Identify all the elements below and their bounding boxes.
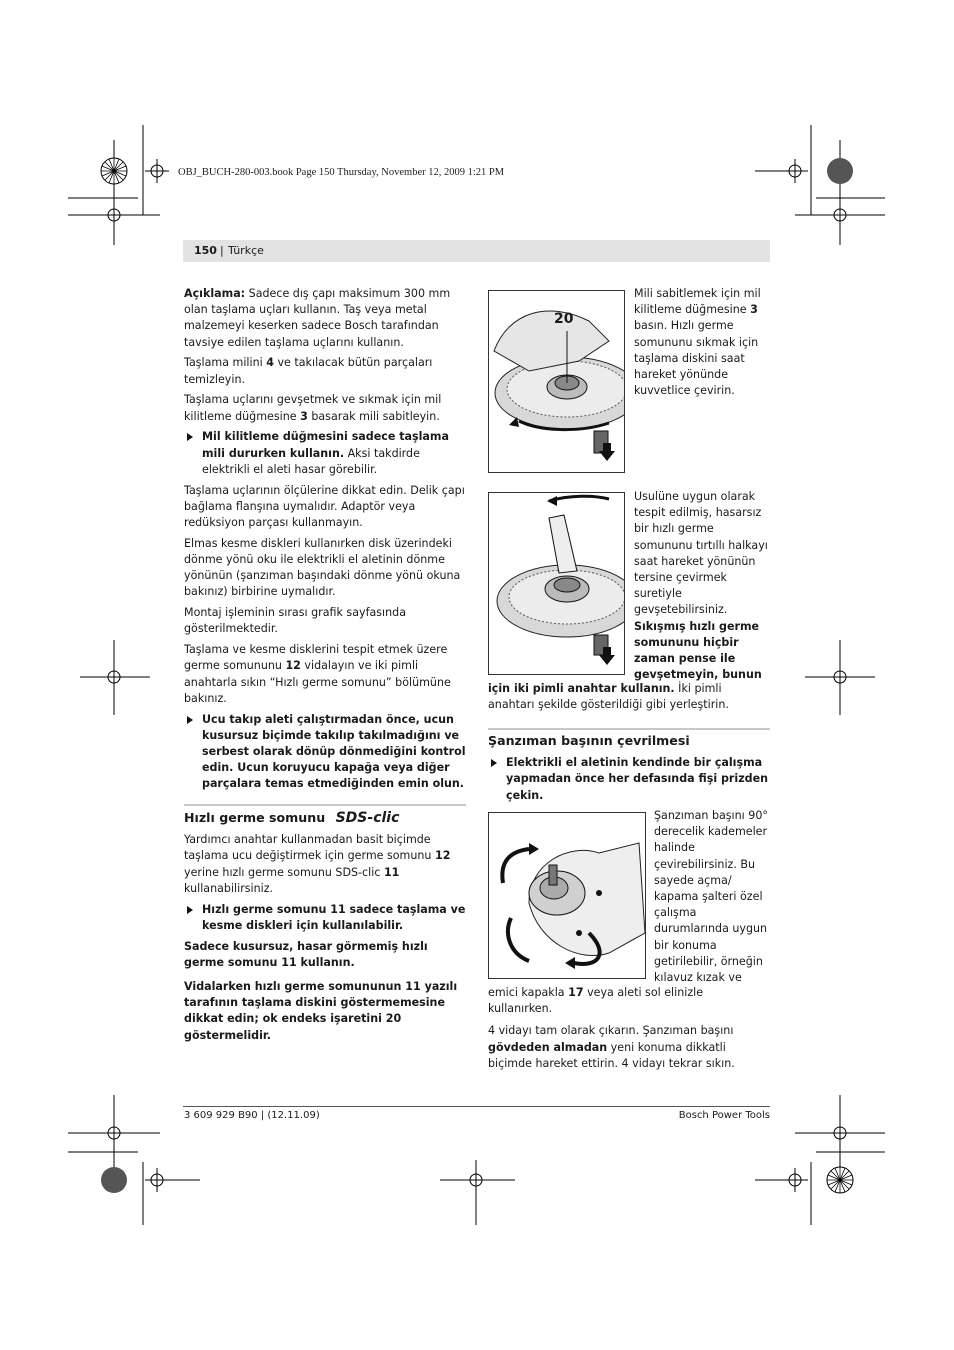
warning-bullet: Ucu takıp aleti çalıştırmadan önce, ucun kusursuz biçimde takılıp takılmadığını ve serbest olarak dönüp dönmediğini kontrol edin. Ucun koruyucu kapağa veya diğer parçalara temas etmediğinden emin olun. [184, 712, 466, 793]
sds-paragraph: Yardımcı anahtar kullanmadan basit biçimde taşlama ucu değiştirmek için germe somunu 12 yerine hızlı germe somunu SDS-clic 11 kullanabilirsiniz. [184, 833, 451, 895]
section-heading: Şanzıman başının çevrilmesi [488, 733, 690, 748]
note-paragraph [184, 286, 466, 351]
bullet-triangle-icon [187, 716, 193, 724]
bullet-triangle-icon [491, 759, 497, 767]
file-info: OBJ_BUCH-280-003.book Page 150 Thursday, November 12, 2009 1:21 PM [178, 167, 505, 178]
header-separator: | [220, 244, 224, 257]
page-header [183, 240, 770, 262]
left-column-section [184, 810, 466, 1048]
bullet-triangle-icon [187, 906, 193, 914]
lock-paragraph: Taşlama uçlarını gevşetmek ve sıkmak için mil kilitleme düğmesine 3 basarak mili sabitleyin. [184, 393, 442, 423]
right-column-section [488, 733, 770, 808]
diamond-paragraph: Elmas kesme diskleri kullanırken disk üzerindeki dönme yönü oku ile elektrikli el aletinin dönme yönünün (şanzıman başındaki dönme yönü okuna bakınız) birbirine uymalıdır. [184, 536, 461, 599]
footer-left: 3 609 929 B90 | (12.11.09) [184, 1110, 320, 1121]
left-column [184, 286, 466, 797]
figure-grinder-release [488, 492, 625, 675]
figure-gear-head-rotation [488, 812, 646, 979]
warning-bullet: Elektrikli el aletinin kendinde bir çalışma yapmadan önce her defasında fişi prizden çekin. [488, 755, 770, 804]
section-rule [488, 728, 770, 730]
bullet-triangle-icon [187, 433, 193, 441]
continuation-paragraph: için iki pimli anahtar kullanın. İki pimli anahtarı şekilde gösterildiği gibi yerleştirin. [488, 682, 729, 712]
section-rule [184, 804, 466, 806]
order-paragraph: Montaj işleminin sırası grafik sayfasında gösterilmektedir. [184, 606, 407, 636]
bold-paragraph: Sadece kusursuz, hasar görmemiş hızlı germe somunu 11 kullanın. [184, 939, 428, 969]
note-label: Açıklama: [184, 287, 246, 300]
page-number: 150 [194, 244, 217, 257]
figure-grinder-lock [488, 290, 625, 473]
section-heading: Hızlı germe somunu SDS-clic [184, 810, 400, 826]
grinder-release-illustration [489, 493, 624, 674]
note-text: Sadece dış çapı maksimum 300 mm olan taşlama uçları kullanın. Taş veya metal malzemeyi keserken sadece Bosch tarafından tavsiye edilen taşlama uçlarını kullanın. [184, 287, 451, 349]
fig3-caption: Şanzıman başını 90° derecelik kademeler halinde çevirebilirsiniz. Bu sayede açma/ kapama şalteri özel çalışma durumlarında uygun bir konuma getirilebilir, örneğin kılavuz kızak ve [654, 809, 768, 985]
dims-paragraph: Taşlama uçlarının ölçülerine dikkat edin. Delik çapı bağlama flanşına uymalıdır. Adaptör veya redüksiyon parçası kullanmayın. [184, 483, 465, 530]
figure-label-20: 20 [554, 311, 574, 327]
fix-paragraph: Taşlama ve kesme disklerini tespit etmek üzere germe somununu 12 vidalayın ve iki pimli anahtarla sıkın “Hızlı germe somunu” bölümüne bakınız. [184, 643, 451, 705]
clean-paragraph: Taşlama milini 4 ve takılacak bütün parçaları temizleyin. [184, 356, 433, 386]
footer-right: Bosch Power Tools [678, 1110, 770, 1121]
fig2-caption: Usulüne uygun olarak tespit edilmiş, hasarsız bir hızlı germe somununu tırtıllı halkayı saat hareket yönünün tersine çevirmek suretiyle gevşetebilirsiniz. Sıkışmış hızlı germe somununu hiçbir zaman pense ile gevşetmeyin, bunun [634, 490, 768, 682]
warning-bullet: Hızlı germe somunu 11 sadece taşlama ve kesme diskleri için kullanılabilir. [184, 902, 466, 934]
footer-rule [183, 1106, 770, 1107]
gear-head-illustration [489, 813, 645, 978]
bold-paragraph: Vidalarken hızlı germe somununun 11 yazılı tarafının taşlama diskini göstermemesine dikkat edin; ok endeks işaretini 20 göstermelidir. [184, 980, 458, 1042]
sds-clic-logo: SDS-clic [335, 810, 400, 826]
warning-bullet: Mil kilitleme düğmesini sadece taşlama mili dururken kullanın. Aksi takdirde elektrikli el aleti hasar görebilir. [184, 429, 466, 478]
right-column-bottom: emici kapakla 17 veya aleti sol elinizle kullanırken. 4 vidayı tam olarak çıkarın. Şanzıman başını gövdeden almadan yeni konuma dikkatli biçimde hareket ettirin. 4 vidayı tekrar sıkın. [488, 986, 735, 1070]
header-language: Türkçe [228, 244, 264, 257]
fig1-caption: Mili sabitlemek için mil kilitleme düğmesine 3 basın. Hızlı germe somununu sıkmak için taşlama diskini saat hareket yönünde kuvvetlice çevirin. [634, 287, 761, 398]
